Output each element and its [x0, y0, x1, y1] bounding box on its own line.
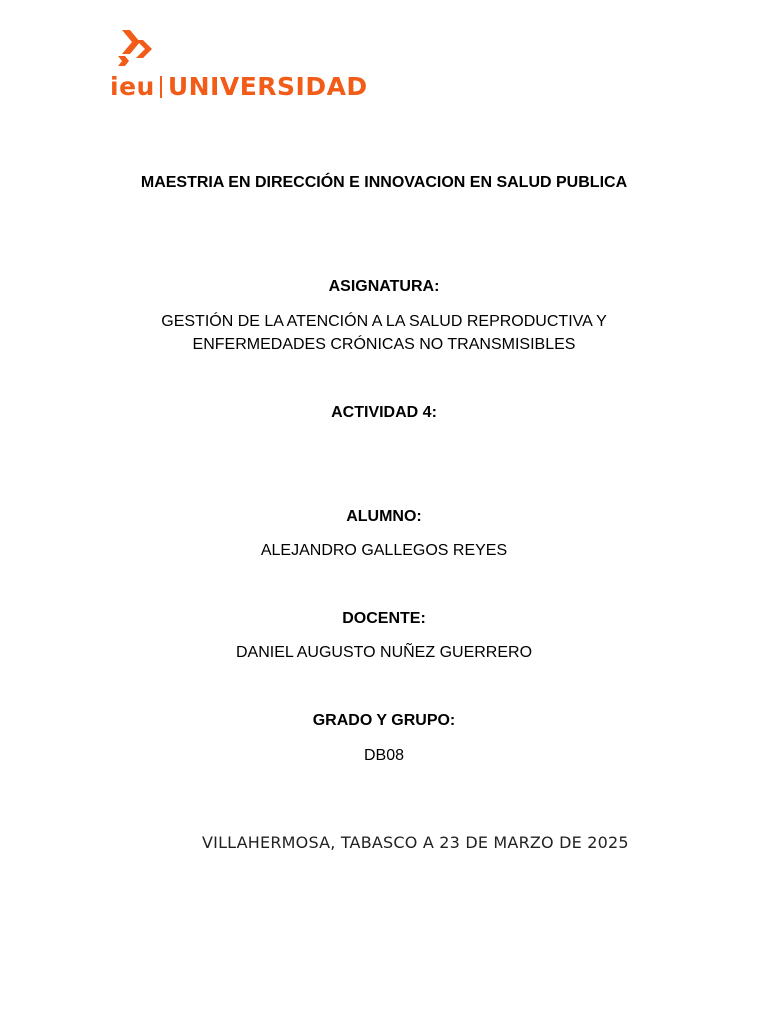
activity-label: ACTIVIDAD 4: [331, 404, 437, 421]
student-label: ALUMNO: [346, 508, 422, 525]
subject-name-line-2: ENFERMEDADES CRÓNICAS NO TRANSMISIBLES [192, 336, 576, 353]
group-value: DB08 [363, 747, 405, 764]
program-title: MAESTRIA EN DIRECCIÓN E INNOVACION EN SALUD PUBLICA [140, 174, 628, 191]
logo-wordmark [110, 72, 368, 102]
logo-divider [160, 76, 162, 98]
subject-label: ASIGNATURA: [328, 278, 440, 295]
ieu-chevron-mark-icon [114, 28, 154, 70]
place-and-date: VILLAHERMOSA, TABASCO A 23 DE MARZO DE 2025 [202, 833, 629, 852]
teacher-name: DANIEL AUGUSTO NUÑEZ GUERRERO [235, 644, 533, 661]
student-name: ALEJANDRO GALLEGOS REYES [260, 542, 508, 559]
university-logo [110, 28, 410, 102]
teacher-label: DOCENTE: [342, 610, 426, 627]
logo-prefix: ieu [110, 72, 155, 101]
subject-name-line-1: GESTIÓN DE LA ATENCIÓN A LA SALUD REPRODUCTIVA Y [161, 313, 607, 330]
group-label: GRADO Y GRUPO: [312, 712, 456, 729]
logo-name: UNIVERSIDAD [167, 72, 368, 101]
